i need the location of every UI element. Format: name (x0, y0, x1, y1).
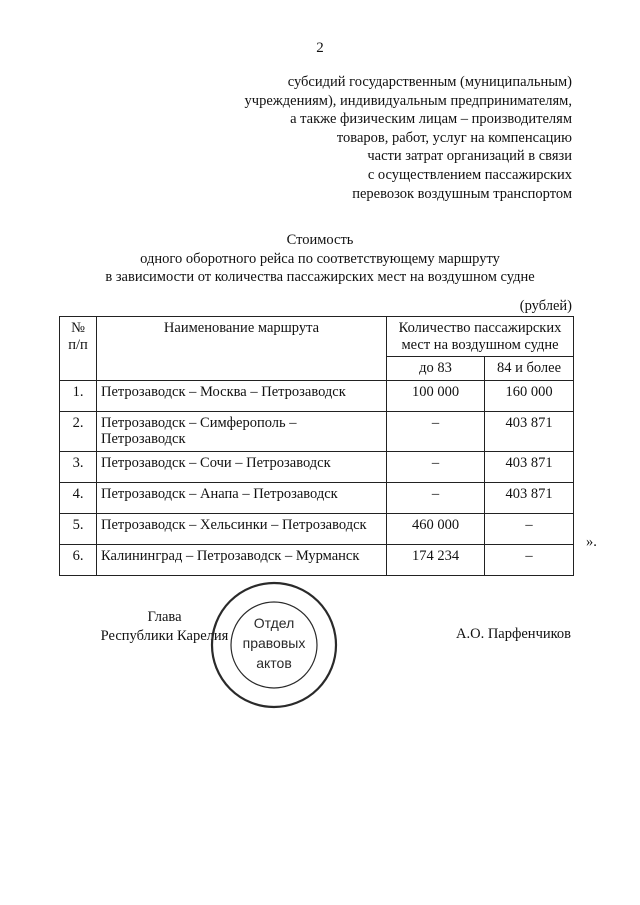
row-number: 6. (60, 544, 97, 575)
closing-quote: ». (586, 534, 597, 550)
title-line: Стоимость (286, 232, 354, 248)
cost-84plus: – (485, 513, 574, 544)
title-line: в зависимости от количества пассажирских мест на воздушном судне (105, 269, 535, 286)
cost-84plus: 403 871 (485, 411, 574, 451)
column-header-84plus: 84 и более (485, 357, 574, 381)
cost-upto83: – (387, 482, 485, 513)
header-line: товаров, работ, услуг на компенсацию (336, 129, 572, 146)
document-header (232, 73, 572, 203)
header-line: а также физическим лицам – производителям (290, 111, 572, 128)
cost-upto83: – (387, 451, 485, 482)
column-header-number: № п/п (60, 317, 97, 381)
row-number: 2. (60, 411, 97, 451)
cost-upto83: – (387, 411, 485, 451)
units-label: (рублей) (519, 298, 572, 314)
cost-84plus: 160 000 (485, 380, 574, 411)
page-number: 2 (316, 40, 324, 56)
cost-upto83: 174 234 (387, 544, 485, 575)
column-header-upto83: до 83 (387, 357, 485, 381)
routes-table (59, 316, 574, 576)
signatory-position-line: Республики Карелия (100, 628, 229, 644)
row-number: 4. (60, 482, 97, 513)
table-row (60, 482, 574, 513)
stamp-text-line1: Отдел (253, 615, 295, 631)
cost-upto83: 460 000 (387, 513, 485, 544)
cost-84plus: – (485, 544, 574, 575)
header-line: части затрат организаций в связи (367, 148, 572, 165)
header-line: с осуществлением пассажирских (367, 166, 572, 183)
header-line: перевозок воздушным транспортом (352, 185, 572, 202)
row-number: 5. (60, 513, 97, 544)
column-header-seats: Количество пассажирских мест на воздушном судне (387, 317, 574, 357)
row-number: 1. (60, 380, 97, 411)
route-name: Калининград – Петрозаводск – Мурманск (97, 544, 387, 575)
route-name: Петрозаводск – Симферополь – Петрозаводск (97, 411, 387, 451)
stamp-seal (210, 581, 338, 709)
cost-upto83: 100 000 (387, 380, 485, 411)
cost-84plus: 403 871 (485, 451, 574, 482)
table-row (60, 451, 574, 482)
signatory-position-line: Глава (147, 609, 182, 625)
table-row (60, 544, 574, 575)
document-title (0, 231, 640, 287)
column-header-route: Наименование маршрута (97, 317, 387, 381)
table-row (60, 513, 574, 544)
route-name: Петрозаводск – Хельсинки – Петрозаводск (97, 513, 387, 544)
signatory-name: А.О. Парфенчиков (456, 626, 572, 642)
route-name: Петрозаводск – Москва – Петрозаводск (97, 380, 387, 411)
route-name: Петрозаводск – Сочи – Петрозаводск (97, 451, 387, 482)
stamp-text-line3: актов (256, 655, 292, 671)
route-name: Петрозаводск – Анапа – Петрозаводск (97, 482, 387, 513)
stamp-text-line2: правовых (242, 635, 306, 651)
title-line: одного оборотного рейса по соответствующему маршруту (140, 250, 500, 267)
table-row (60, 380, 574, 411)
table-row (60, 411, 574, 451)
cost-84plus: 403 871 (485, 482, 574, 513)
row-number: 3. (60, 451, 97, 482)
header-line: субсидий государственным (муниципальным) (287, 74, 572, 90)
header-line: учреждениям), индивидуальным предпринимателям, (244, 92, 572, 109)
